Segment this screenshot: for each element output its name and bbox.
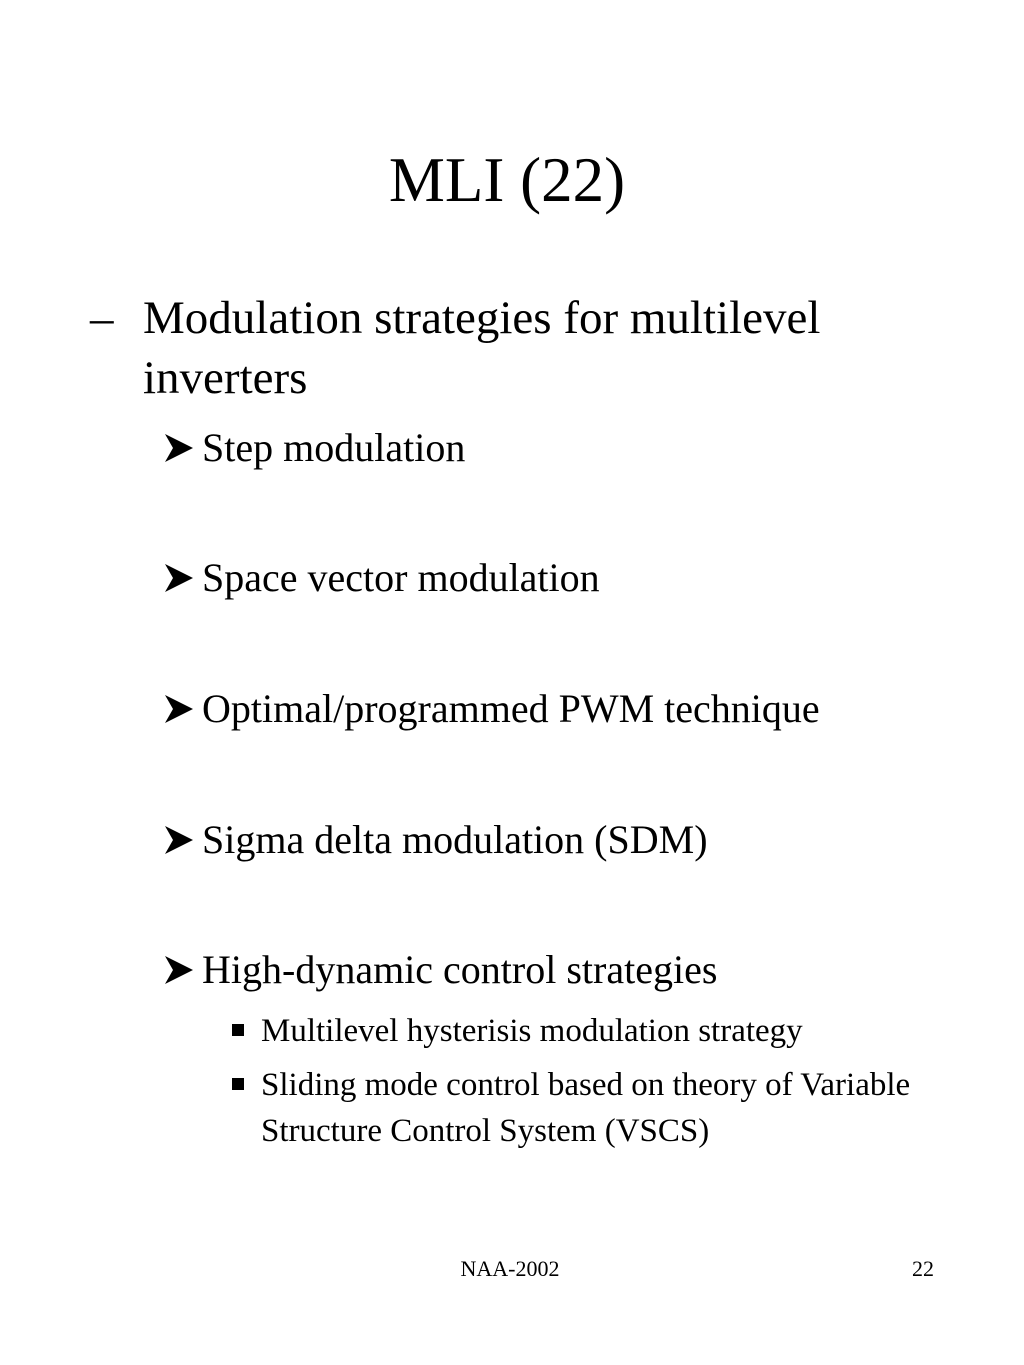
sub-sub-bullet-text: Multilevel hysterisis modulation strategy <box>261 1013 803 1049</box>
arrow-bullet-icon <box>162 823 196 857</box>
sub-sub-bullet-text: Sliding mode control based on theory of Variable Structure Control System (VSCS) <box>261 1067 911 1149</box>
square-bullet-icon <box>232 1078 244 1090</box>
page-number: 22 <box>912 1256 934 1281</box>
arrow-bullet-icon <box>162 953 196 987</box>
sub-bullet-high-dynamic <box>160 945 980 995</box>
footer-label: NAA-2002 <box>460 1256 560 1281</box>
sub-bullet-sigma-delta <box>160 815 980 865</box>
sub-bullet-text: Space vector modulation <box>202 555 600 600</box>
square-bullet-icon <box>232 1024 244 1036</box>
slide-title: MLI (22) <box>388 145 626 215</box>
sub-bullet-text: Optimal/programmed PWM technique <box>202 686 820 731</box>
sub-sub-bullet-sliding-mode <box>230 1062 950 1154</box>
arrow-bullet-icon <box>162 431 196 465</box>
sub-bullet-text: High-dynamic control strategies <box>202 947 718 992</box>
sub-bullet-text: Step modulation <box>202 425 466 470</box>
sub-bullet-text: Sigma delta modulation (SDM) <box>202 817 708 862</box>
main-bullet-text: Modulation strategies for multilevel inverters <box>143 292 821 404</box>
sub-bullet-optimal-pwm <box>160 684 980 734</box>
main-bullet <box>90 288 930 408</box>
arrow-bullet-icon <box>162 692 196 726</box>
sub-bullet-step-modulation <box>160 423 980 473</box>
dash-bullet-marker: – <box>90 292 114 344</box>
sub-sub-bullet-hysterisis <box>230 1008 950 1054</box>
sub-bullet-space-vector-modulation <box>160 553 980 603</box>
arrow-bullet-icon <box>162 561 196 595</box>
